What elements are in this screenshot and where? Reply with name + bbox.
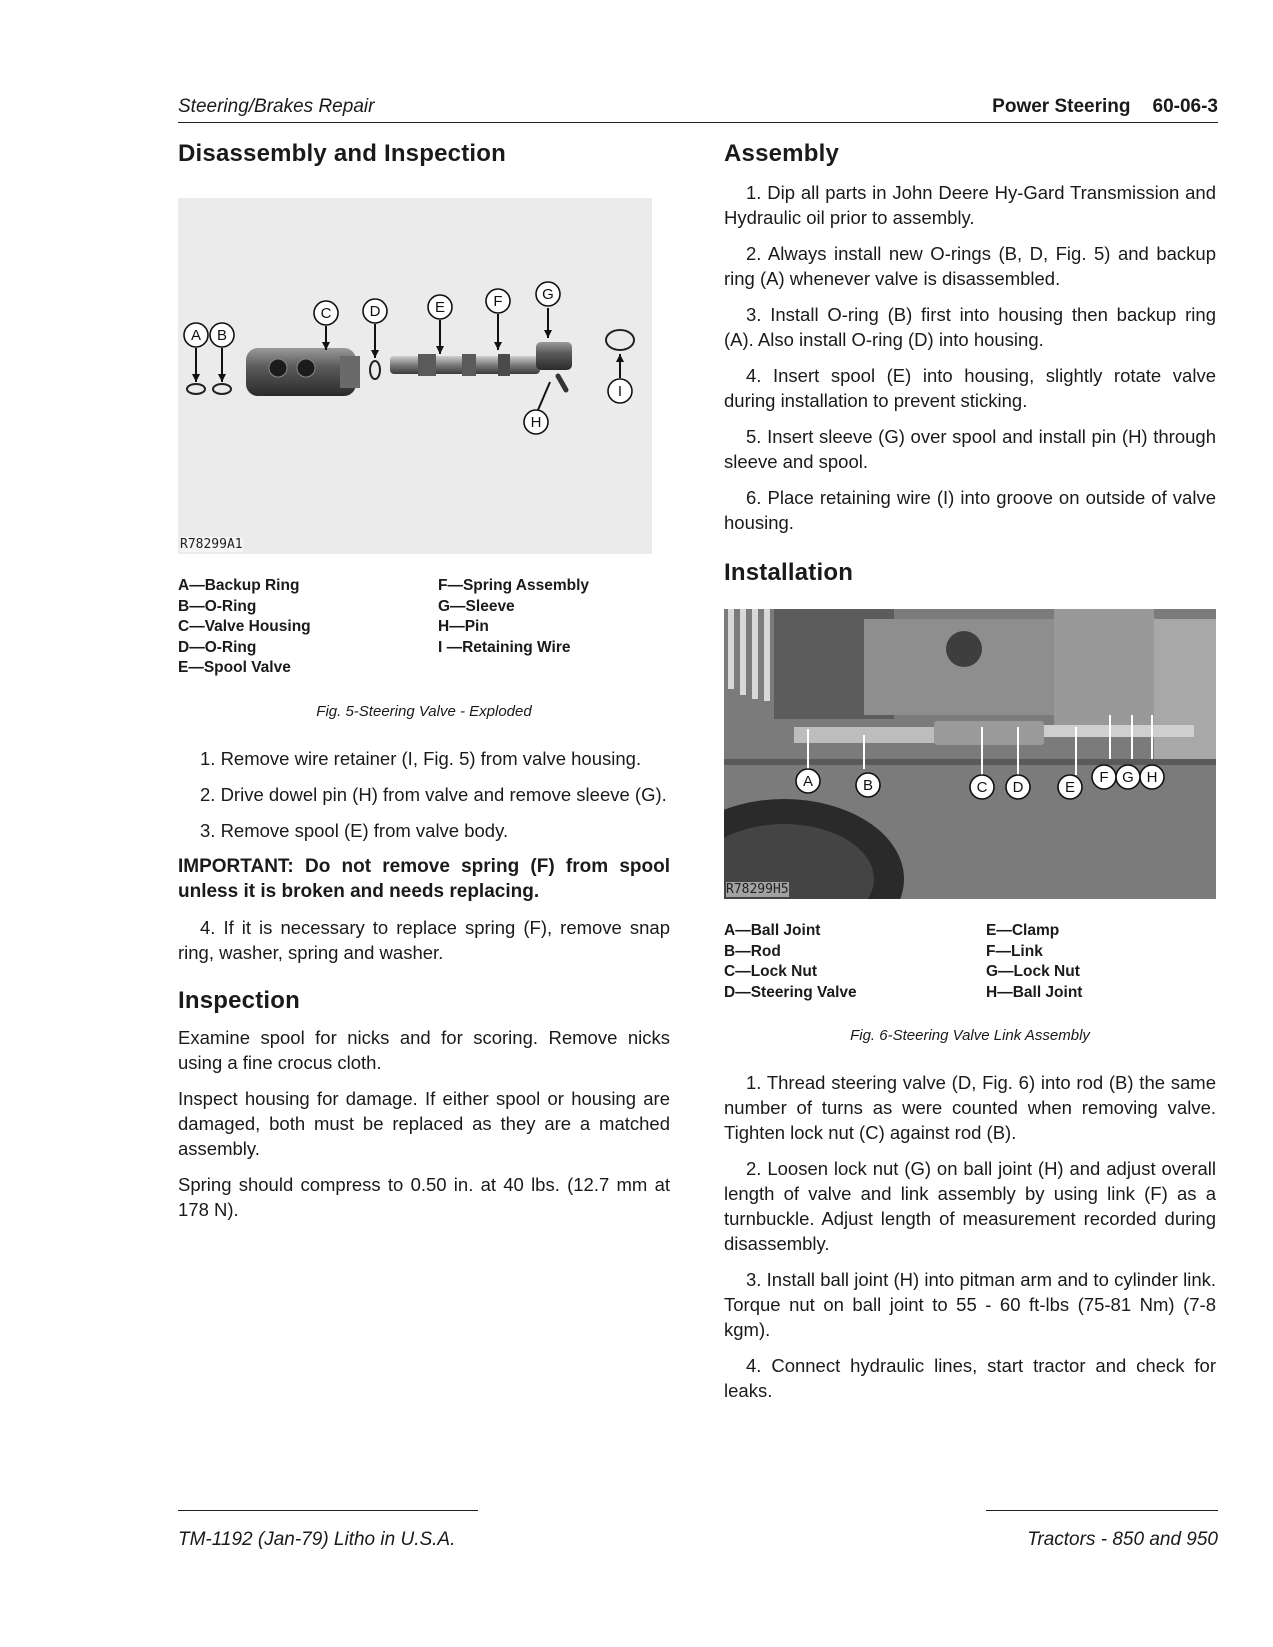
inspection-paragraph: Examine spool for nicks and for scoring. Remove nicks using a fine crocus cloth. [178, 1026, 670, 1073]
callout-d: D [1012, 779, 1024, 796]
installation-step: 2. Loosen lock nut (G) on ball joint (H) and adjust overall length of valve and link assembly by using link (F) as a turnbuckle. Adjust length of measurement recorded during disassembly. [724, 1158, 1216, 1254]
page-number: 60-06-3 [1152, 96, 1218, 117]
legend-item: H—Ball Joint [986, 983, 1083, 1001]
callout-d: D [369, 303, 381, 320]
legend-item: G—Lock Nut [986, 963, 1080, 980]
figure-6-legend [724, 921, 1216, 1003]
callout-c: C [976, 779, 988, 796]
assembly-step: 4. Insert spool (E) into housing, slightly rotate valve during installation to prevent sticking. [724, 365, 1216, 411]
disassembly-step: 3. Remove spool (E) from valve body. [200, 819, 509, 841]
right-column [724, 140, 1216, 1414]
exploded-valve-drawing [178, 198, 652, 554]
legend-item: A—Backup Ring [178, 577, 300, 594]
legend-item: C—Valve Housing [178, 618, 311, 635]
assembly-step: 2. Always install new O-rings (B, D, Fig. 5) and backup ring (A) whenever valve is disassembled. [724, 243, 1216, 289]
legend-item: G—Sleeve [438, 597, 515, 615]
legend-item: E—Clamp [986, 922, 1060, 939]
disassembly-step: 2. Drive dowel pin (H) from valve and remove sleeve (G). [200, 783, 667, 805]
section-title-installation: Installation [724, 559, 854, 586]
callout-b: B [216, 327, 228, 344]
figure-code: R78299A1 [180, 537, 243, 552]
inspection-paragraph: Spring should compress to 0.50 in. at 40 lbs. (12.7 mm at 178 N). [178, 1173, 670, 1220]
figure-5-caption: Fig. 5-Steering Valve - Exploded [316, 702, 532, 720]
important-note: IMPORTANT: Do not remove spring (F) from spool unless it is broken and needs replacing. [178, 855, 670, 902]
legend-item: E—Spool Valve [178, 659, 291, 676]
callout-e: E [434, 299, 446, 316]
section-title-assembly: Assembly [724, 140, 839, 167]
link-assembly-photo [724, 609, 1216, 899]
callout-a: A [190, 327, 202, 344]
callout-h: H [1146, 769, 1158, 786]
disassembly-step: 1. Remove wire retainer (I, Fig. 5) from valve housing. [200, 747, 642, 769]
callout-b: B [862, 777, 874, 794]
left-column [178, 140, 670, 1233]
steering-valve [934, 721, 1044, 745]
callout-c: C [320, 305, 332, 322]
legend-item: C—Lock Nut [724, 963, 817, 980]
callout-e: E [1064, 779, 1076, 796]
legend-item: H—Pin [438, 618, 489, 635]
legend-item: B—O-Ring [178, 597, 257, 615]
footer-models: Tractors - 850 and 950 [986, 1510, 1218, 1551]
installation-step: 4. Connect hydraulic lines, start tractor and check for leaks. [724, 1355, 1216, 1401]
assembly-step: 5. Insert sleeve (G) over spool and install pin (H) through sleeve and spool. [724, 426, 1216, 472]
figure-6-link-assembly [724, 609, 1216, 899]
header-right [992, 96, 1218, 118]
legend-item: I —Retaining Wire [438, 638, 571, 656]
assembly-step: 6. Place retaining wire (I) into groove on outside of valve housing. [724, 487, 1216, 533]
installation-step: 1. Thread steering valve (D, Fig. 6) into rod (B) the same number of turns as were counted when removing valve. Tighten lock nut (C) against rod (B). [724, 1072, 1216, 1143]
figure-5-legend [178, 576, 670, 679]
legend-item: B—Rod [724, 942, 781, 960]
legend-item: F—Link [986, 942, 1043, 960]
section-title-inspection: Inspection [178, 986, 301, 1014]
footer-manual-id: TM-1192 (Jan-79) Litho in U.S.A. [178, 1510, 478, 1551]
legend-item: F—Spring Assembly [438, 577, 590, 594]
header-chapter: Steering/Brakes Repair [178, 96, 375, 117]
section-title-disassembly: Disassembly and Inspection [178, 140, 506, 167]
legend-item: D—Steering Valve [724, 983, 857, 1001]
callout-a: A [802, 773, 814, 790]
inspection-paragraph: Inspect housing for damage. If either spool or housing are damaged, both must be replaced as they are a matched assembly. [178, 1087, 670, 1159]
header-section: Power Steering [992, 96, 1131, 117]
legend-item: D—O-Ring [178, 638, 257, 656]
installation-step: 3. Install ball joint (H) into pitman arm and to cylinder link. Torque nut on ball joint to 55 - 60 ft-lbs (75-81 Nm) (7-8 kgm). [724, 1269, 1216, 1340]
figure-5-exploded-valve [178, 198, 652, 554]
figure-code: R78299H5 [726, 882, 789, 897]
disassembly-step: 4. If it is necessary to replace spring (F), remove snap ring, washer, spring and washer. [178, 916, 670, 963]
assembly-step: 1. Dip all parts in John Deere Hy-Gard Transmission and Hydraulic oil prior to assembly. [724, 182, 1216, 228]
link [1044, 725, 1194, 737]
page-header [178, 92, 1218, 123]
callout-g: G [542, 286, 554, 303]
callout-f: F [1099, 769, 1109, 786]
figure-6-caption: Fig. 6-Steering Valve Link Assembly [850, 1027, 1090, 1044]
callout-i: I [617, 383, 623, 400]
callout-g: G [1122, 769, 1134, 786]
callout-h: H [530, 414, 542, 431]
sleeve [536, 342, 572, 370]
assembly-step: 3. Install O-ring (B) first into housing then backup ring (A). Also install O-ring (D) into housing. [724, 304, 1216, 350]
legend-item: A—Ball Joint [724, 922, 821, 939]
callout-f: F [493, 293, 503, 310]
